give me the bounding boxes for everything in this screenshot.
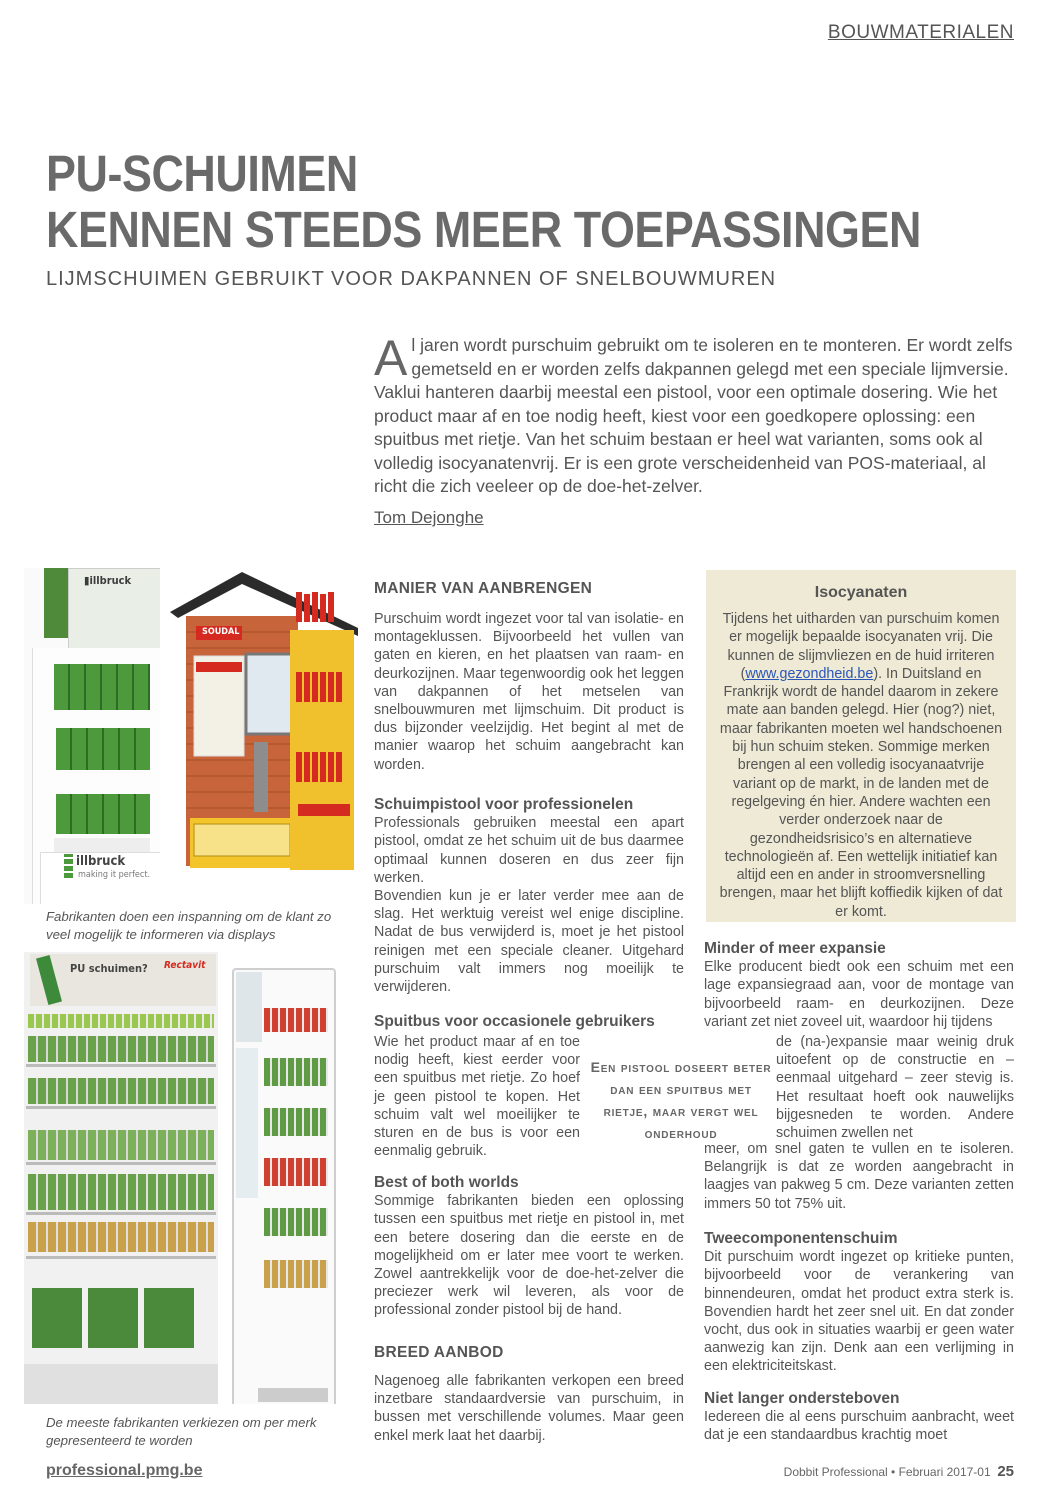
section-spuitbus xyxy=(374,1013,684,1031)
heading-manier: MANIER VAN AANBRENGEN xyxy=(374,580,593,597)
paragraph-manier: Purschuim wordt ingezet voor tal van isolatie- en montageklussen. Bijvoorbeeld het vullen van gaten en kieren, en het plaatsen van raam- en deurkozijnen. Maar tegenwoordig ook het leggen van dakpannen of het metselen van snelbouwmuren met lijmschuim. Dit product is dus bijzonder veelzijdig. Het begint al met de manier waarop het schuim aangebracht kan worden. xyxy=(374,611,684,773)
paragraph-breed: Nagenoeg alle fabrikanten verkopen een breed inzetbare standaardversie van purschuim, in bussen met verschillende volumes. Maar geen enkel merk laat het daarbij. xyxy=(374,1373,684,1444)
paragraph-best: Sommige fabrikanten bieden een oplossing tussen een spuitbus met rietje en pistool in, met een betere dosering dan die eerste en de mogelijkheid om er later mee voort te werken. Zowel aantrekkelijk voor de doe-het-zelver die preciezer werk wil leveren, als voor de professional zonder pistool bij de hand. xyxy=(374,1193,684,1319)
paragraph-twee: Dit purschuim wordt ingezet op kritieke punten, bijvoorbeeld voor de verankering van binnendeuren, omdat het product extra sterk is. Bovendien hardt het zeer snel uit. En dat zonder vocht, dus ook in situaties waarbij er geen water aanwezig kan zijn. Denk aan een verlijming in een elektriciteitskast. xyxy=(704,1249,1014,1375)
intro-paragraph xyxy=(374,330,1014,499)
paragraph-expansie-3: meer, om snel gaten te vullen en te isoleren. Belangrijk is dat ze worden aangebracht in laagjes van pakweg 5 cm. Deze varianten zetten immers 50 tot 75% uit. xyxy=(704,1141,1014,1212)
title-line-1: PU-SCHUIMEN xyxy=(46,145,358,202)
soudal-house-display-photo xyxy=(170,572,358,902)
box-text-after: ). In Duitsland en Frankrijk wordt de handel daarom in zekere mate aan banden gelegd. Hier (nog?) niet, maar fabrikanten moeten wel handschoenen bij hun schuim steken. Sommige merken brengen al een volledig isocyanaatvrije variant op de markt, in de landen met de regelgeving én hier. Andere wachten een verder onderzoek naar de gezondheidsrisico’s en alternatieve technologieën af. Een wettelijk initiatief kan altijd een en ander in stroomversnelling brengen, maar het blijft koffiedik kijken of dat er komt. xyxy=(719,665,1003,920)
drop-cap: A xyxy=(374,330,408,386)
section-best xyxy=(374,1174,684,1320)
section-tag: BOUWMATERIALEN xyxy=(827,22,1014,43)
rectavit-header-text: PU schuimen? xyxy=(70,962,148,975)
author-byline: Tom Dejonghe xyxy=(374,508,484,527)
heading-spuitbus: Spuitbus voor occasionele gebruikers xyxy=(374,1013,655,1030)
rectavit-stand-photo xyxy=(228,968,338,1404)
illbruck-logo: illbruck xyxy=(76,854,126,869)
title-line-2: KENNEN STEEDS MEER TOEPASSINGEN xyxy=(46,201,921,258)
page-number: 25 xyxy=(997,1463,1014,1480)
paragraph-niet: Iedereen die al eens purschuim aanbracht, weet dat je een standaardbus krachtig moet xyxy=(704,1409,1014,1444)
paragraph-pistool-2: Bovendien kun je er later verder mee aan de slag. Het werktuig vereist wel enige discipline. Nadat de bus verwijderd is, moet je het pistool reinigen met een speciale cleaner. Uitgehard purschuim valt immers nog moeilijk te verwijderen. xyxy=(374,888,684,996)
caption-per-merk: De meeste fabrikanten verkiezen om per merk gepresenteerd te worden xyxy=(46,1415,317,1448)
heading-niet: Niet langer ondersteboven xyxy=(704,1390,900,1407)
heading-best: Best of both worlds xyxy=(374,1174,519,1191)
heading-pistool: Schuimpistool voor professionelen xyxy=(374,796,634,813)
paragraph-expansie-2: de (na-)expansie maar weinig druk uitoefent op de constructie en – eenmaal uitgehard – zeer stevig is. Het resultaat hoeft ook nauwelijks bijgesneden te worden. Andere schuimen zwellen net xyxy=(776,1034,1014,1142)
heading-twee: Tweecomponentenschuim xyxy=(704,1230,898,1247)
illbruck-logo-top: ▮illbruck xyxy=(84,574,132,587)
illbruck-tagline: making it perfect. xyxy=(78,870,151,880)
caption-displays: Fabrikanten doen een inspanning om de klant zo veel mogelijk te informeren via displays xyxy=(46,909,332,942)
rectavit-shelf-photo xyxy=(24,952,218,1404)
illbruck-display-photo xyxy=(24,568,160,904)
footer-publication-name: Dobbit Professional • Februari 2017-01 xyxy=(783,1465,991,1479)
section-pistool xyxy=(374,796,684,996)
box-text xyxy=(706,602,1016,921)
soudal-logo: SOUDAL xyxy=(202,627,240,637)
section-twee xyxy=(704,1230,1014,1376)
section-niet xyxy=(704,1390,1014,1445)
isocyanaten-box xyxy=(706,570,1016,922)
section-expansie xyxy=(704,940,1014,1031)
article-title xyxy=(46,146,921,258)
intro-text: l jaren wordt purschuim gebruikt om te isoleren en te monteren. Er wordt zelfs gemetseld en er worden zelfs dakpannen gelegd met een speciale lijmversie. Vaklui hanteren daarbij meestal een pistool, voor een optimale dosering. Wie het product maar af en toe nodig heeft, kiest voor een goedkopere oplossing: een spuitbus met rietje. Van het schuim bestaan er heel wat varianten, soms ook al volledig isocyanatenvrij. Er is een grote verscheidenheid van POS-materiaal, al richt die zich veeleer op de doe-het-zelver. xyxy=(374,335,1013,496)
paragraph-spuitbus: Wie het product maar af en toe nodig heeft, kiest eerder voor een spuitbus met rietje. Zo hoef je geen pistool te kopen. Het schuim valt wel moeilijker te sturen en de bus is voor een eenmalig gebruik. xyxy=(374,1034,580,1160)
article-subtitle: LIJMSCHUIMEN GEBRUIKT VOOR DAKPANNEN OF SNELBOUWMUREN xyxy=(46,268,777,290)
box-title: Isocyanaten xyxy=(814,584,908,601)
paragraph-pistool-1: Professionals gebruiken meestal een apart pistool, omdat ze het schuim uit de bus daarmee optimaal kunnen doseren en dus zeer fijn werken. xyxy=(374,815,684,886)
pull-quote: Een pistool doseert beter dan een spuitbus met rietje, maar vergt wel onderhoud xyxy=(590,1059,772,1141)
box-text-before: Tijdens het uitharden van purschuim komen er mogelijk bepaalde isocyanaten vrij. Die kunnen de slijmvliezen en de huid irriteren ( xyxy=(722,611,1000,682)
footer-website-link[interactable]: professional.pmg.be xyxy=(46,1462,203,1479)
paragraph-expansie-1: Elke producent biedt ook een schuim met een lage expansiegraad aan, voor de montage van bijvoorbeeld raam- en deurkozijnen. Deze variant zet niet zoveel uit, waardoor hij tijdens xyxy=(704,959,1014,1030)
gezondheid-link[interactable]: www.gezondheid.be xyxy=(745,665,874,682)
heading-expansie: Minder of meer expansie xyxy=(704,940,886,957)
footer-publication xyxy=(784,1463,1014,1480)
soudal-display-illustration xyxy=(170,572,358,902)
rectavit-logo: Rectavit xyxy=(164,960,206,971)
heading-breed: BREED AANBOD xyxy=(374,1344,504,1361)
